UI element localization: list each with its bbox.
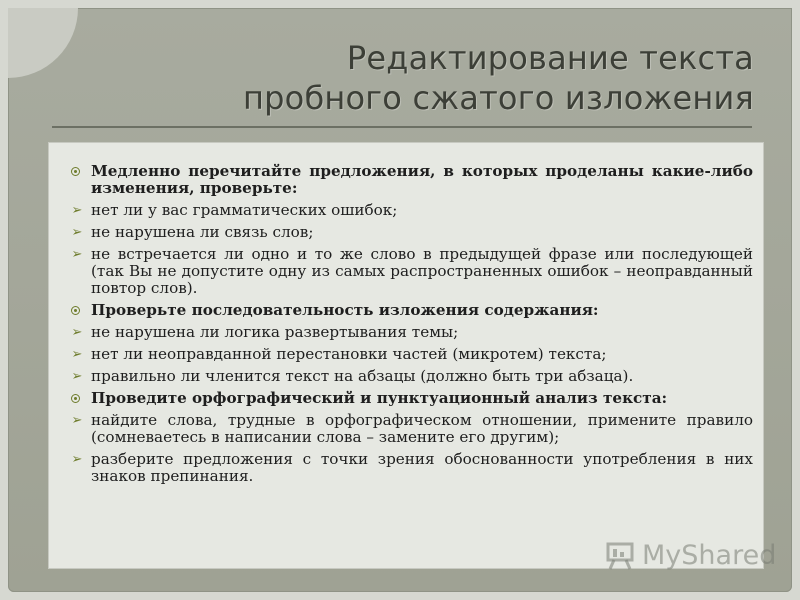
- list-item-text: Проверьте последовательность изложения содержания:: [91, 301, 599, 319]
- list-item: [65, 246, 753, 297]
- list-item: [65, 202, 753, 219]
- content-panel: [48, 142, 764, 569]
- list-item: [65, 368, 753, 385]
- arrow-bullet-icon: ➢: [71, 247, 83, 262]
- title-divider: [52, 126, 752, 128]
- list-item: [65, 324, 753, 341]
- list-heading-item: [65, 390, 753, 407]
- arrow-bullet-icon: ➢: [71, 203, 83, 218]
- list-item: [65, 412, 753, 446]
- list-item-text: Медленно перечитайте предложения, в которых проделаны какие-либо изменения, проверьте:: [91, 162, 753, 197]
- arrow-bullet-icon: ➢: [71, 325, 83, 340]
- list-item-text: не нарушена ли связь слов;: [91, 223, 314, 241]
- arrow-bullet-icon: ➢: [71, 452, 83, 467]
- bullet-list: [65, 163, 753, 490]
- list-item-text: не нарушена ли логика развертывания темы;: [91, 323, 459, 341]
- list-item: [65, 224, 753, 241]
- list-item: [65, 451, 753, 485]
- list-item-text: разберите предложения с точки зрения обоснованности употребления в них знаков препинания.: [91, 450, 753, 485]
- list-item-text: не встречается ли одно и то же слово в предыдущей фразе или последующей (так Вы не допустите одну из самых распространенных ошибок – неоправданный повтор слов).: [91, 245, 753, 297]
- presentation-board-icon: [604, 540, 640, 570]
- list-item-text: правильно ли членится текст на абзацы (должно быть три абзаца).: [91, 367, 634, 385]
- list-item-text: найдите слова, трудные в орфографическом отношении, примените правило (сомневаетесь в написании слова – замените его другим);: [91, 411, 753, 446]
- list-item-text: нет ли у вас грамматических ошибок;: [91, 201, 398, 219]
- watermark: [604, 540, 777, 576]
- list-heading-item: [65, 302, 753, 319]
- circle-bullet-icon: [71, 394, 80, 403]
- circle-bullet-icon: [71, 306, 80, 315]
- watermark-text: MyShared: [642, 540, 777, 571]
- arrow-bullet-icon: ➢: [71, 347, 83, 362]
- list-item-text: нет ли неоправданной перестановки частей (микротем) текста;: [91, 345, 607, 363]
- list-item-text: Проведите орфографический и пунктуационный анализ текста:: [91, 389, 668, 407]
- slide-title: [194, 38, 754, 118]
- circle-bullet-icon: [71, 167, 80, 176]
- arrow-bullet-icon: ➢: [71, 413, 83, 428]
- list-heading-item: [65, 163, 753, 197]
- title-line-2: пробного сжатого изложения: [243, 79, 754, 117]
- arrow-bullet-icon: ➢: [71, 369, 83, 384]
- arrow-bullet-icon: ➢: [71, 225, 83, 240]
- title-line-1: Редактирование текста: [346, 39, 754, 77]
- list-item: [65, 346, 753, 363]
